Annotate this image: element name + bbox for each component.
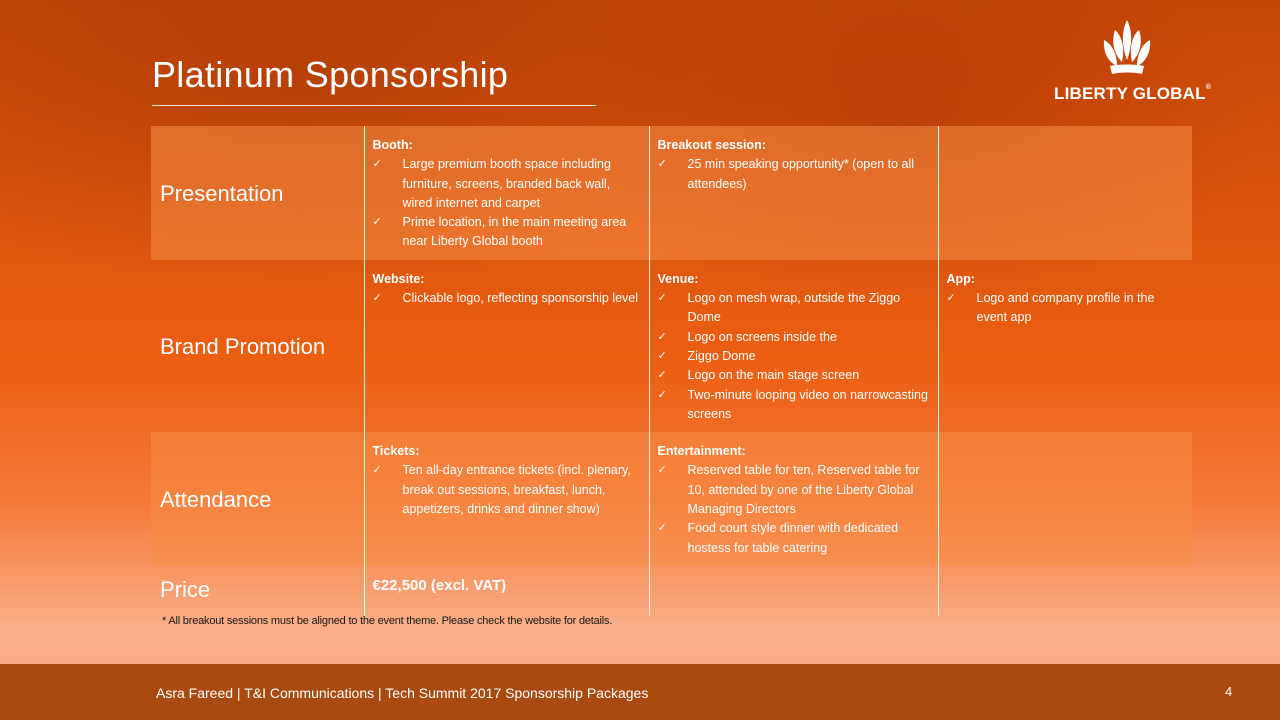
footer-bar [0,664,1280,720]
check-list [373,461,641,519]
table-row-presentation [151,126,1192,260]
list-item: ✓ Ten all-day entrance tickets (incl. plenary, break out sessions, breakfast, lunch, appetizers, drinks and dinner show) [373,461,641,519]
row-label-price: Price [160,577,211,603]
check-list [373,289,641,308]
row-label-attendance: Attendance [151,432,364,566]
logo-wordmark [1054,84,1211,104]
cell-breakout-session [649,126,938,260]
list-item: ✓ Prime location, in the main meeting area near Liberty Global booth [373,213,641,252]
list-item: ✓ Large premium booth space including furniture, screens, branded back wall, wired internet and carpet [373,155,641,213]
list-item: ✓ Logo on screens inside the [658,328,930,347]
list-item: ✓ Two-minute looping video on narrowcasting screens [658,386,930,425]
table-row-price [151,566,1192,616]
cell-heading: Entertainment: [657,444,746,459]
list-item: ✓ 25 min speaking opportunity* (open to all attendees) [658,155,930,194]
list-item: ✓ Logo on mesh wrap, outside the Ziggo Dome [658,289,930,328]
check-list [658,155,930,194]
cell-tickets [364,432,649,566]
row-label-brand-promotion: Brand Promotion [160,334,326,360]
cell-heading: Venue: [657,271,699,286]
list-item: ✓ Logo on the main stage screen [658,366,930,385]
cell-entertainment [649,432,938,566]
cell-empty [649,566,938,616]
logo-wordmark-text: LIBERTY GLOBAL [1054,84,1206,103]
registered-mark: ® [1205,84,1212,91]
liberty-crown-icon [1096,18,1158,78]
cell-heading: Booth: [372,138,413,152]
list-item: ✓ Logo and company profile in the event app [947,289,1185,328]
check-list [658,461,930,557]
list-item: ✓ Food court style dinner with dedicated hostess for table catering [658,519,930,558]
footer-text: Asra Fareed | T&I Communications | Tech Summit 2017 Sponsorship Packages [156,685,649,701]
list-item: ✓ Ziggo Dome [658,347,930,366]
cell-heading: Website: [372,271,425,286]
check-list [373,155,641,251]
liberty-global-logo [1052,18,1212,104]
check-list [947,289,1185,328]
cell-app [938,260,1192,432]
cell-empty [938,432,1192,566]
cell-empty [938,566,1192,616]
slide-title: Platinum Sponsorship [152,54,509,95]
table-row-brand-promotion [151,260,1192,432]
cell-heading: Tickets: [372,444,420,459]
cell-empty [938,126,1192,260]
row-label-presentation: Presentation [151,126,364,260]
cell-website [364,260,649,432]
page-number: 4 [1225,684,1233,699]
cell-heading: Breakout session: [657,138,766,152]
cell-heading: App: [946,271,975,286]
list-item: ✓ Reserved table for ten, Reserved table for 10, attended by one of the Liberty Global Managing Directors [658,461,930,519]
cell-booth [364,126,649,260]
cell-price-value [364,566,649,616]
list-item: ✓ Clickable logo, reflecting sponsorship level [373,289,641,308]
price-value: €22,500 (excl. VAT) [372,576,507,594]
sponsorship-table [151,126,1192,616]
cell-venue [649,260,938,432]
title-underline [152,105,596,106]
table-row-attendance [151,432,1192,566]
check-list [658,289,930,424]
footnote: * All breakout sessions must be aligned to the event theme. Please check the website for details. [162,615,613,627]
